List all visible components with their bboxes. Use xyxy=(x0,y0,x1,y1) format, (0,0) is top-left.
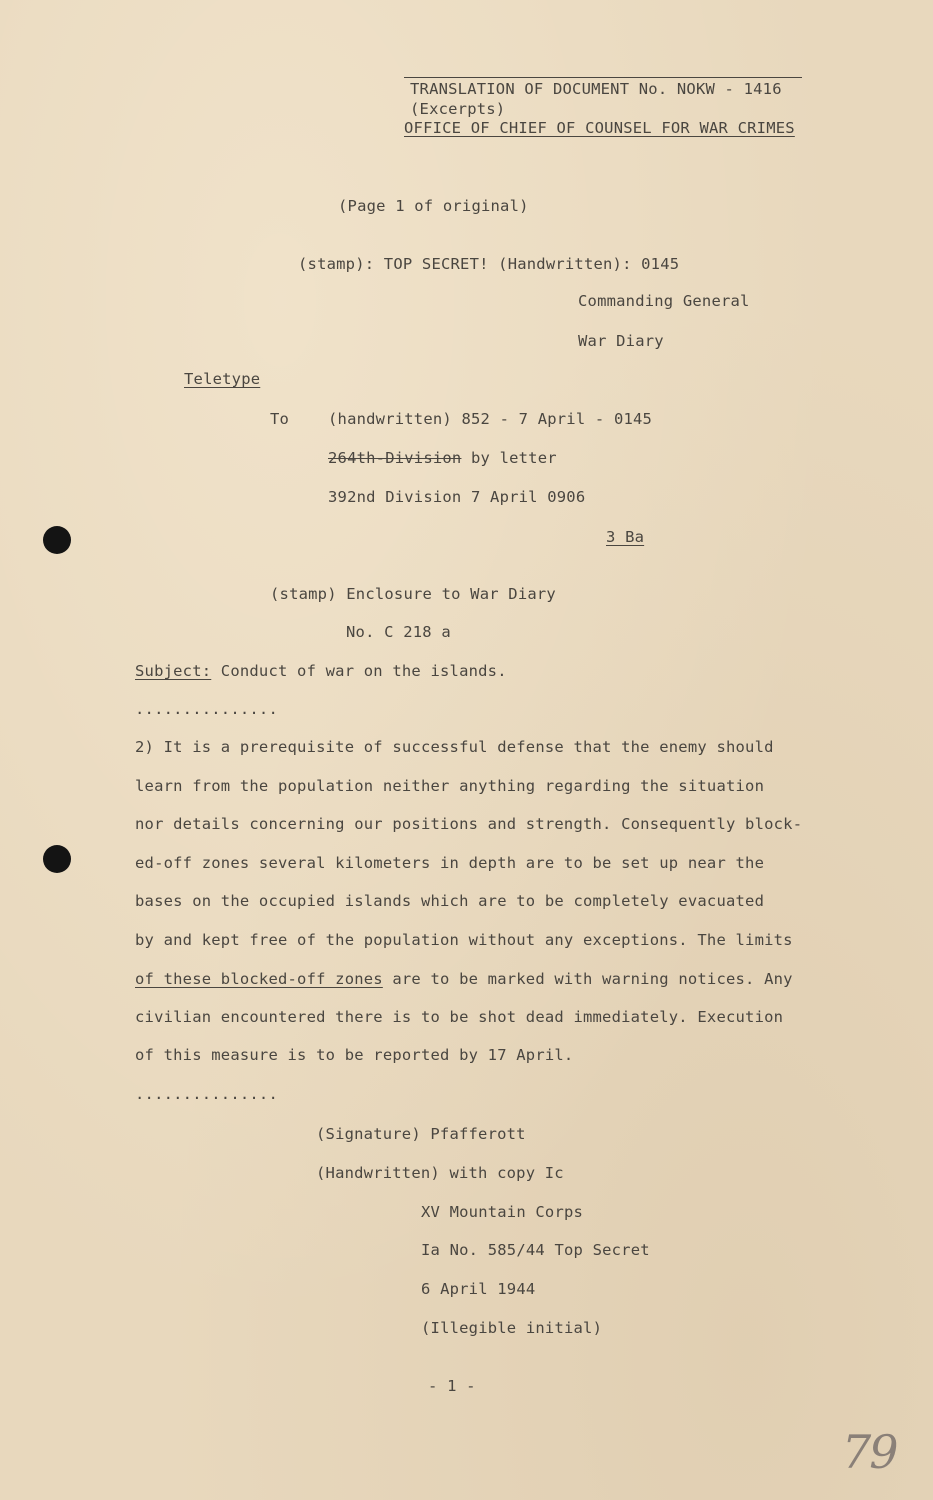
blocked-off-zones-underlined: of these blocked-off zones xyxy=(135,970,383,988)
reference-line: Ia No. 585/44 Top Secret xyxy=(421,1241,650,1259)
addressee-war-diary: War Diary xyxy=(578,332,664,350)
handwritten-page-number: 79 xyxy=(842,1425,897,1479)
dots-separator: ............... xyxy=(135,1085,278,1103)
enclosure-stamp: (stamp) Enclosure to War Diary xyxy=(270,585,556,603)
ba-note: 3 Ba xyxy=(606,528,645,546)
date-line: 6 April 1944 xyxy=(421,1280,536,1298)
division-struck: 264th-Division xyxy=(328,449,462,467)
binder-hole xyxy=(43,845,71,873)
initial-line: (Illegible initial) xyxy=(421,1319,603,1337)
corps-line: XV Mountain Corps xyxy=(421,1203,584,1221)
body-line: ed-off zones several kilometers in depth are to be set up near the xyxy=(135,854,765,872)
stamp-line: (stamp): TOP SECRET! (Handwritten): 0145 xyxy=(298,255,680,273)
body-line: 2) It is a prerequisite of successful defense that the enemy should xyxy=(135,738,774,756)
subject-value: Conduct of war on the islands. xyxy=(211,662,507,680)
body-line xyxy=(135,970,793,988)
division2-line: 392nd Division 7 April 0906 xyxy=(328,488,586,506)
footer-page-number: - 1 - xyxy=(428,1377,476,1395)
signature-line: (Signature) Pfafferott xyxy=(316,1125,526,1143)
enclosure-number: No. C 218 a xyxy=(346,623,451,641)
to-value: (handwritten) 852 - 7 April - 0145 xyxy=(328,410,653,428)
translation-title: TRANSLATION OF DOCUMENT No. NOKW - 1416 xyxy=(410,80,782,98)
dots-separator: ............... xyxy=(135,700,278,718)
binder-hole xyxy=(43,526,71,554)
body-line: by and kept free of the population without any exceptions. The limits xyxy=(135,931,793,949)
to-label: To xyxy=(270,410,290,428)
body-line: civilian encountered there is to be shot dead immediately. Execution xyxy=(135,1008,784,1026)
body-line: learn from the population neither anything regarding the situation xyxy=(135,777,765,795)
office-title: OFFICE OF CHIEF OF COUNSEL FOR WAR CRIMES xyxy=(404,119,795,137)
body-line-rest: are to be marked with warning notices. Any xyxy=(382,970,793,988)
handwritten-copy-line: (Handwritten) with copy Ic xyxy=(316,1164,564,1182)
header-rule xyxy=(404,77,802,78)
excerpts-label: (Excerpts) xyxy=(410,100,506,118)
subject-label: Subject: xyxy=(135,662,212,680)
page-note: (Page 1 of original) xyxy=(338,197,529,215)
body-line: bases on the occupied islands which are to be completely evacuated xyxy=(135,892,765,910)
division-line xyxy=(328,449,557,467)
division-rest: by letter xyxy=(461,449,557,467)
body-line: nor details concerning our positions and strength. Consequently block- xyxy=(135,815,803,833)
addressee-commanding-general: Commanding General xyxy=(578,292,750,310)
subject-line xyxy=(135,662,507,680)
body-line: of this measure is to be reported by 17 April. xyxy=(135,1046,574,1064)
teletype-label: Teletype xyxy=(184,370,261,388)
